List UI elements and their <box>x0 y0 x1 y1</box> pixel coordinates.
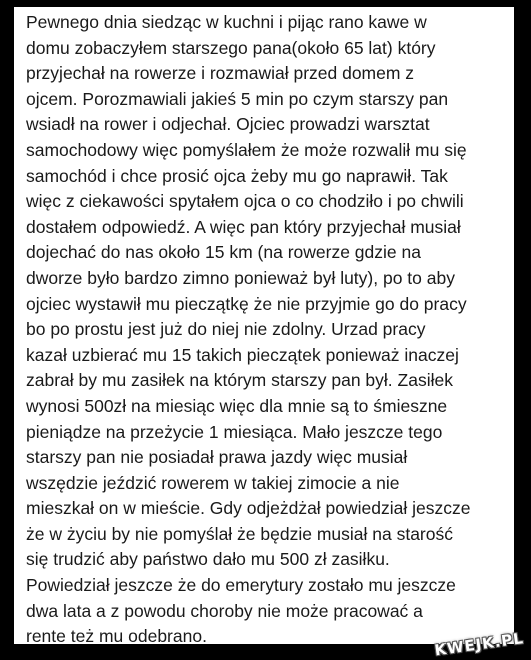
text-line: Pewnego dnia siedząc w kuchni i pijąc rano kawe w <box>26 12 427 32</box>
text-line: wsiadł na rower i odjechał. Ojciec prowadzi warsztat <box>26 114 430 135</box>
text-line: Powiedział jeszcze że do emerytury zostało mu jeszcze <box>26 575 456 596</box>
text-line: ojciec wystawił mu pieczątkę że nie przyjmie go do pracy <box>26 293 467 314</box>
text-line: starszy pan nie posiadał prawa jazdy więc musiał <box>26 447 408 468</box>
text-line: samochód i chce prosić ojca żeby mu go naprawił. Tak <box>26 165 448 186</box>
text-line: domu zobaczyłem starszego pana(około 65 lat) który <box>26 37 436 58</box>
watermark-logo: KWEJK.PL <box>433 629 525 660</box>
text-line: mieszkał on w mieście. Gdy odjeżdżał powiedział jeszcze <box>26 498 471 519</box>
text-line: pieniądze na przeżycie 1 miesiąca. Mało jeszcze tego <box>26 421 443 442</box>
text-line: że w życiu by nie pomyślał że będzie musiał na starość <box>26 523 453 544</box>
text-line: się trudzić aby państwo dało mu 500 zł zasiłku. <box>26 549 390 570</box>
text-line: przyjechał na rowerze i rozmawiał przed domem z <box>26 63 415 84</box>
text-line: bo po prostu jest już do niej nie zdolny. Urzad pracy <box>26 319 426 340</box>
text-line: dwa lata a z powodu choroby nie może pracować a <box>26 600 423 621</box>
text-line: kazał uzbierać mu 15 takich pieczątek ponieważ inaczej <box>26 344 459 365</box>
text-line: rente też mu odebrano. <box>26 626 207 647</box>
text-line: dworze było bardzo zimno ponieważ był luty), po to aby <box>26 267 455 288</box>
text-line: ojcem. Porozmawiali jakieś 5 min po czym starszy pan <box>26 88 449 109</box>
text-line: więc z ciekawości spytałem ojca o co chodziło i po chwili <box>26 191 464 212</box>
text-line: wszędzie jeździć rowerem w takiej zimocie a nie <box>26 472 400 493</box>
text-line: samochodowy więc pomyślałem że może rozwalił mu się <box>26 139 467 160</box>
text-line: dostałem odpowiedź. A więc pan który przyjechał musiał <box>26 216 461 237</box>
text-line: dojechać do nas około 15 km (na rowerze gdzie na <box>26 242 421 263</box>
text-line: zabrał by mu zasiłek na którym starszy pan był. Zasiłek <box>26 370 453 391</box>
text-line: wynosi 500zł na miesiąc więc dla mnie są to śmieszne <box>26 395 448 416</box>
